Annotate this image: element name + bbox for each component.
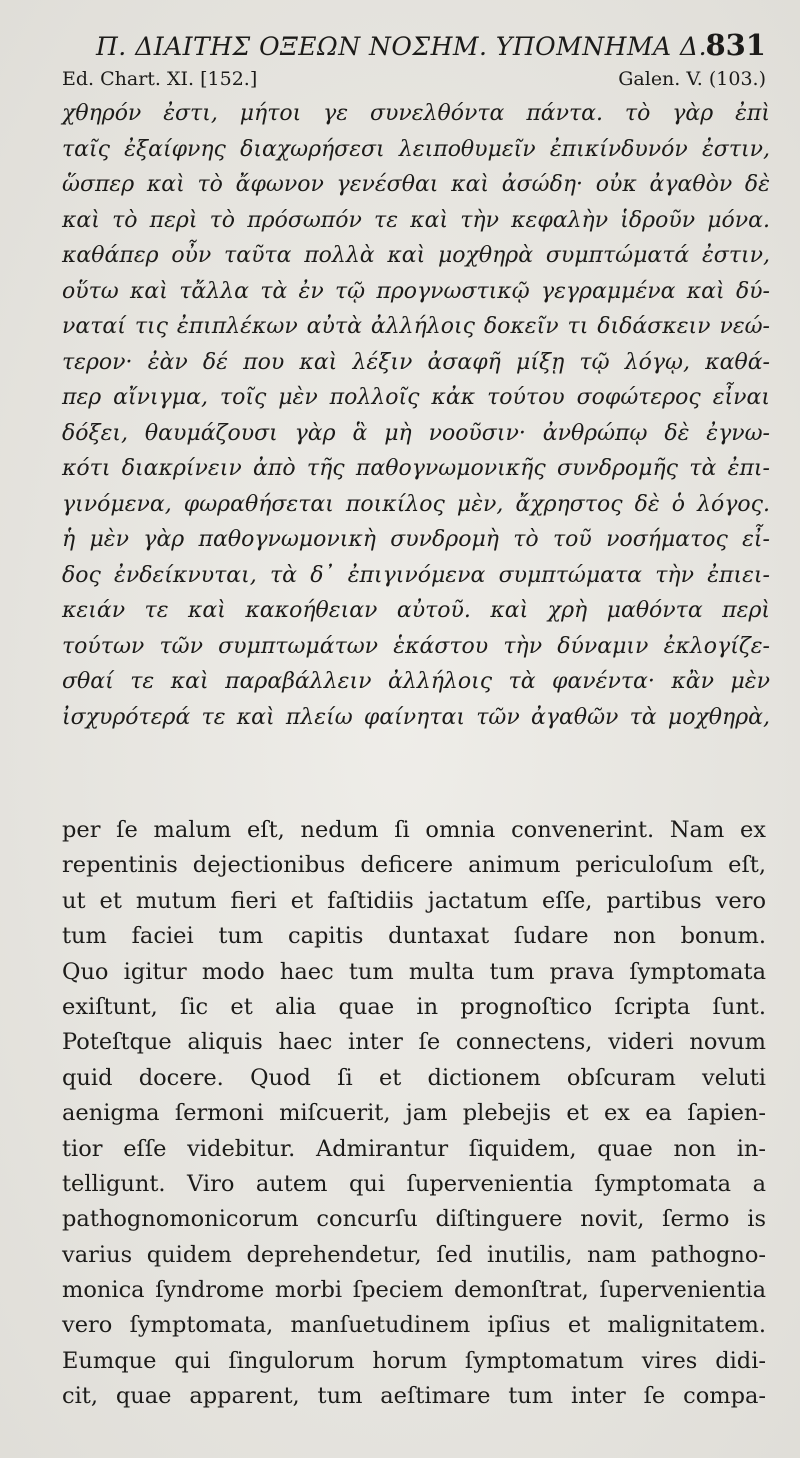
running-title: Π. ΔΙΑΙΤΗΣ ΟΞΕΩΝ ΝΟΣΗΜ. ΥΠΟΜΝΗΜΑ Δ. bbox=[96, 32, 708, 61]
latin-line: cit, quae apparent, tum aeſtimare tum inter ſe compa- bbox=[62, 1383, 766, 1410]
latin-line: Eumque qui ſingulorum horum ſymptomatum vires didi- bbox=[62, 1347, 766, 1374]
greek-line: γινόμενα, φωραθήσεται ποικίλος μὲν, ἄχρηστος δὲ ὁ λόγος. bbox=[62, 491, 770, 517]
page-number: 831 bbox=[705, 28, 766, 62]
latin-line: repentinis dejectionibus deficere animum periculoſum eſt, bbox=[62, 852, 766, 879]
latin-line: ut et mutum fieri et faſtidiis jactatum eſſe, partibus vero bbox=[62, 887, 766, 914]
greek-line: ναταί τις ἐπιπλέκων αὐτὰ ἀλλήλοις δοκεῖν τι διδάσκειν νεώ- bbox=[62, 314, 770, 339]
latin-line: per ſe malum eſt, nedum ſi omnia convenerint. Nam ex bbox=[62, 817, 766, 843]
latin-line: monica ſyndrome morbi ſpeciem demonſtrat, ſupervenientia bbox=[62, 1277, 766, 1304]
greek-line: ἡ μὲν γὰρ παθογνωμονικὴ συνδρομὴ τὸ τοῦ νοσήματος εἶ- bbox=[62, 527, 770, 552]
latin-line: vero ſymptomata, manſuetudinem ipſius et malignitatem. bbox=[62, 1312, 766, 1339]
latin-line: exiſtunt, ſic et alia quae in prognoſtico ſcripta ſunt. bbox=[62, 993, 766, 1020]
greek-line: οὕτω καὶ τἄλλα τὰ ἐν τῷ προγνωστικῷ γεγραμμένα καὶ δύ- bbox=[62, 278, 770, 304]
latin-line: pathognomonicorum concurſu diſtinguere novit, ſermo is bbox=[62, 1206, 766, 1233]
greek-line: χθηρόν ἐστι, μήτοι γε συνελθόντα πάντα. τὸ γὰρ ἐπὶ bbox=[62, 101, 770, 126]
greek-line: τούτων τῶν συμπτωμάτων ἑκάστου τὴν δύναμιν ἐκλογίζε- bbox=[62, 633, 770, 659]
greek-line: κειάν τε καὶ κακοήθειαν αὐτοῦ. καὶ χρὴ μαθόντα περὶ bbox=[62, 598, 770, 623]
greek-line: ὥσπερ καὶ τὸ ἄφωνον γενέσθαι καὶ ἀσώδη· οὐκ ἀγαθὸν δὲ bbox=[62, 172, 770, 197]
greek-line: περ αἴνιγμα, τοῖς μὲν πολλοῖς κἀκ τούτου σοφώτερος εἶναι bbox=[62, 385, 770, 410]
latin-line: telligunt. Viro autem qui ſupervenientia ſymptomata a bbox=[62, 1170, 766, 1197]
greek-line: τερον· ἐὰν δέ που καὶ λέξιν ἀσαφῆ μίξῃ τῷ λόγῳ, καθά- bbox=[62, 349, 770, 375]
latin-line: varius quidem deprehendetur, ſed inutilis, nam pathogno- bbox=[62, 1241, 766, 1268]
greek-text-block bbox=[62, 96, 770, 735]
latin-text-block bbox=[62, 813, 766, 1415]
latin-line: Quo igitur modo haec tum multa tum prava ſymptomata bbox=[62, 958, 766, 985]
edition-galen: Galen. V. (103.) bbox=[618, 68, 766, 90]
edition-line bbox=[62, 68, 766, 94]
edition-chartier: Ed. Chart. XI. [152.] bbox=[62, 68, 258, 90]
running-head bbox=[0, 28, 800, 68]
latin-line: tior eſſe videbitur. Admirantur ſiquidem, quae non in- bbox=[62, 1135, 766, 1162]
greek-line: ταῖς ἐξαίφνης διαχωρήσεσι λειποθυμεῖν ἐπικίνδυνόν ἐστιν, bbox=[62, 136, 770, 162]
greek-line: δόξει, θαυμάζουσι γὰρ ἃ μὴ νοοῦσιν· ἀνθρώπῳ δὲ ἐγνω- bbox=[62, 420, 770, 446]
greek-line: ἰσχυρότερά τε καὶ πλείω φαίνηται τῶν ἀγαθῶν τὰ μοχθηρὰ, bbox=[62, 704, 770, 730]
greek-line: καθάπερ οὖν ταῦτα πολλὰ καὶ μοχθηρὰ συμπτώματά ἐστιν, bbox=[62, 243, 770, 268]
greek-line: δος ἐνδείκνυται, τὰ δ᾽ ἐπιγινόμενα συμπτώματα τὴν ἐπιει- bbox=[62, 562, 770, 588]
latin-line: aenigma ſermoni miſcuerit, jam plebejis et ex ea ſapien- bbox=[62, 1100, 766, 1127]
greek-line: σθαί τε καὶ παραβάλλειν ἀλλήλοις τὰ φανέντα· κἂν μὲν bbox=[62, 669, 770, 694]
greek-line: καὶ τὸ περὶ τὸ πρόσωπόν τε καὶ τὴν κεφαλὴν ἱδροῦν μόνα. bbox=[62, 207, 770, 233]
latin-line: tum faciei tum capitis duntaxat ſudare non bonum. bbox=[62, 923, 766, 950]
latin-line: quid docere. Quod ſi et dictionem obſcuram veluti bbox=[62, 1064, 766, 1091]
latin-line: Poteſtque aliquis haec inter ſe connectens, videri novum bbox=[62, 1029, 766, 1056]
greek-line: κότι διακρίνειν ἀπὸ τῆς παθογνωμονικῆς συνδρομῆς τὰ ἐπι- bbox=[62, 456, 770, 481]
